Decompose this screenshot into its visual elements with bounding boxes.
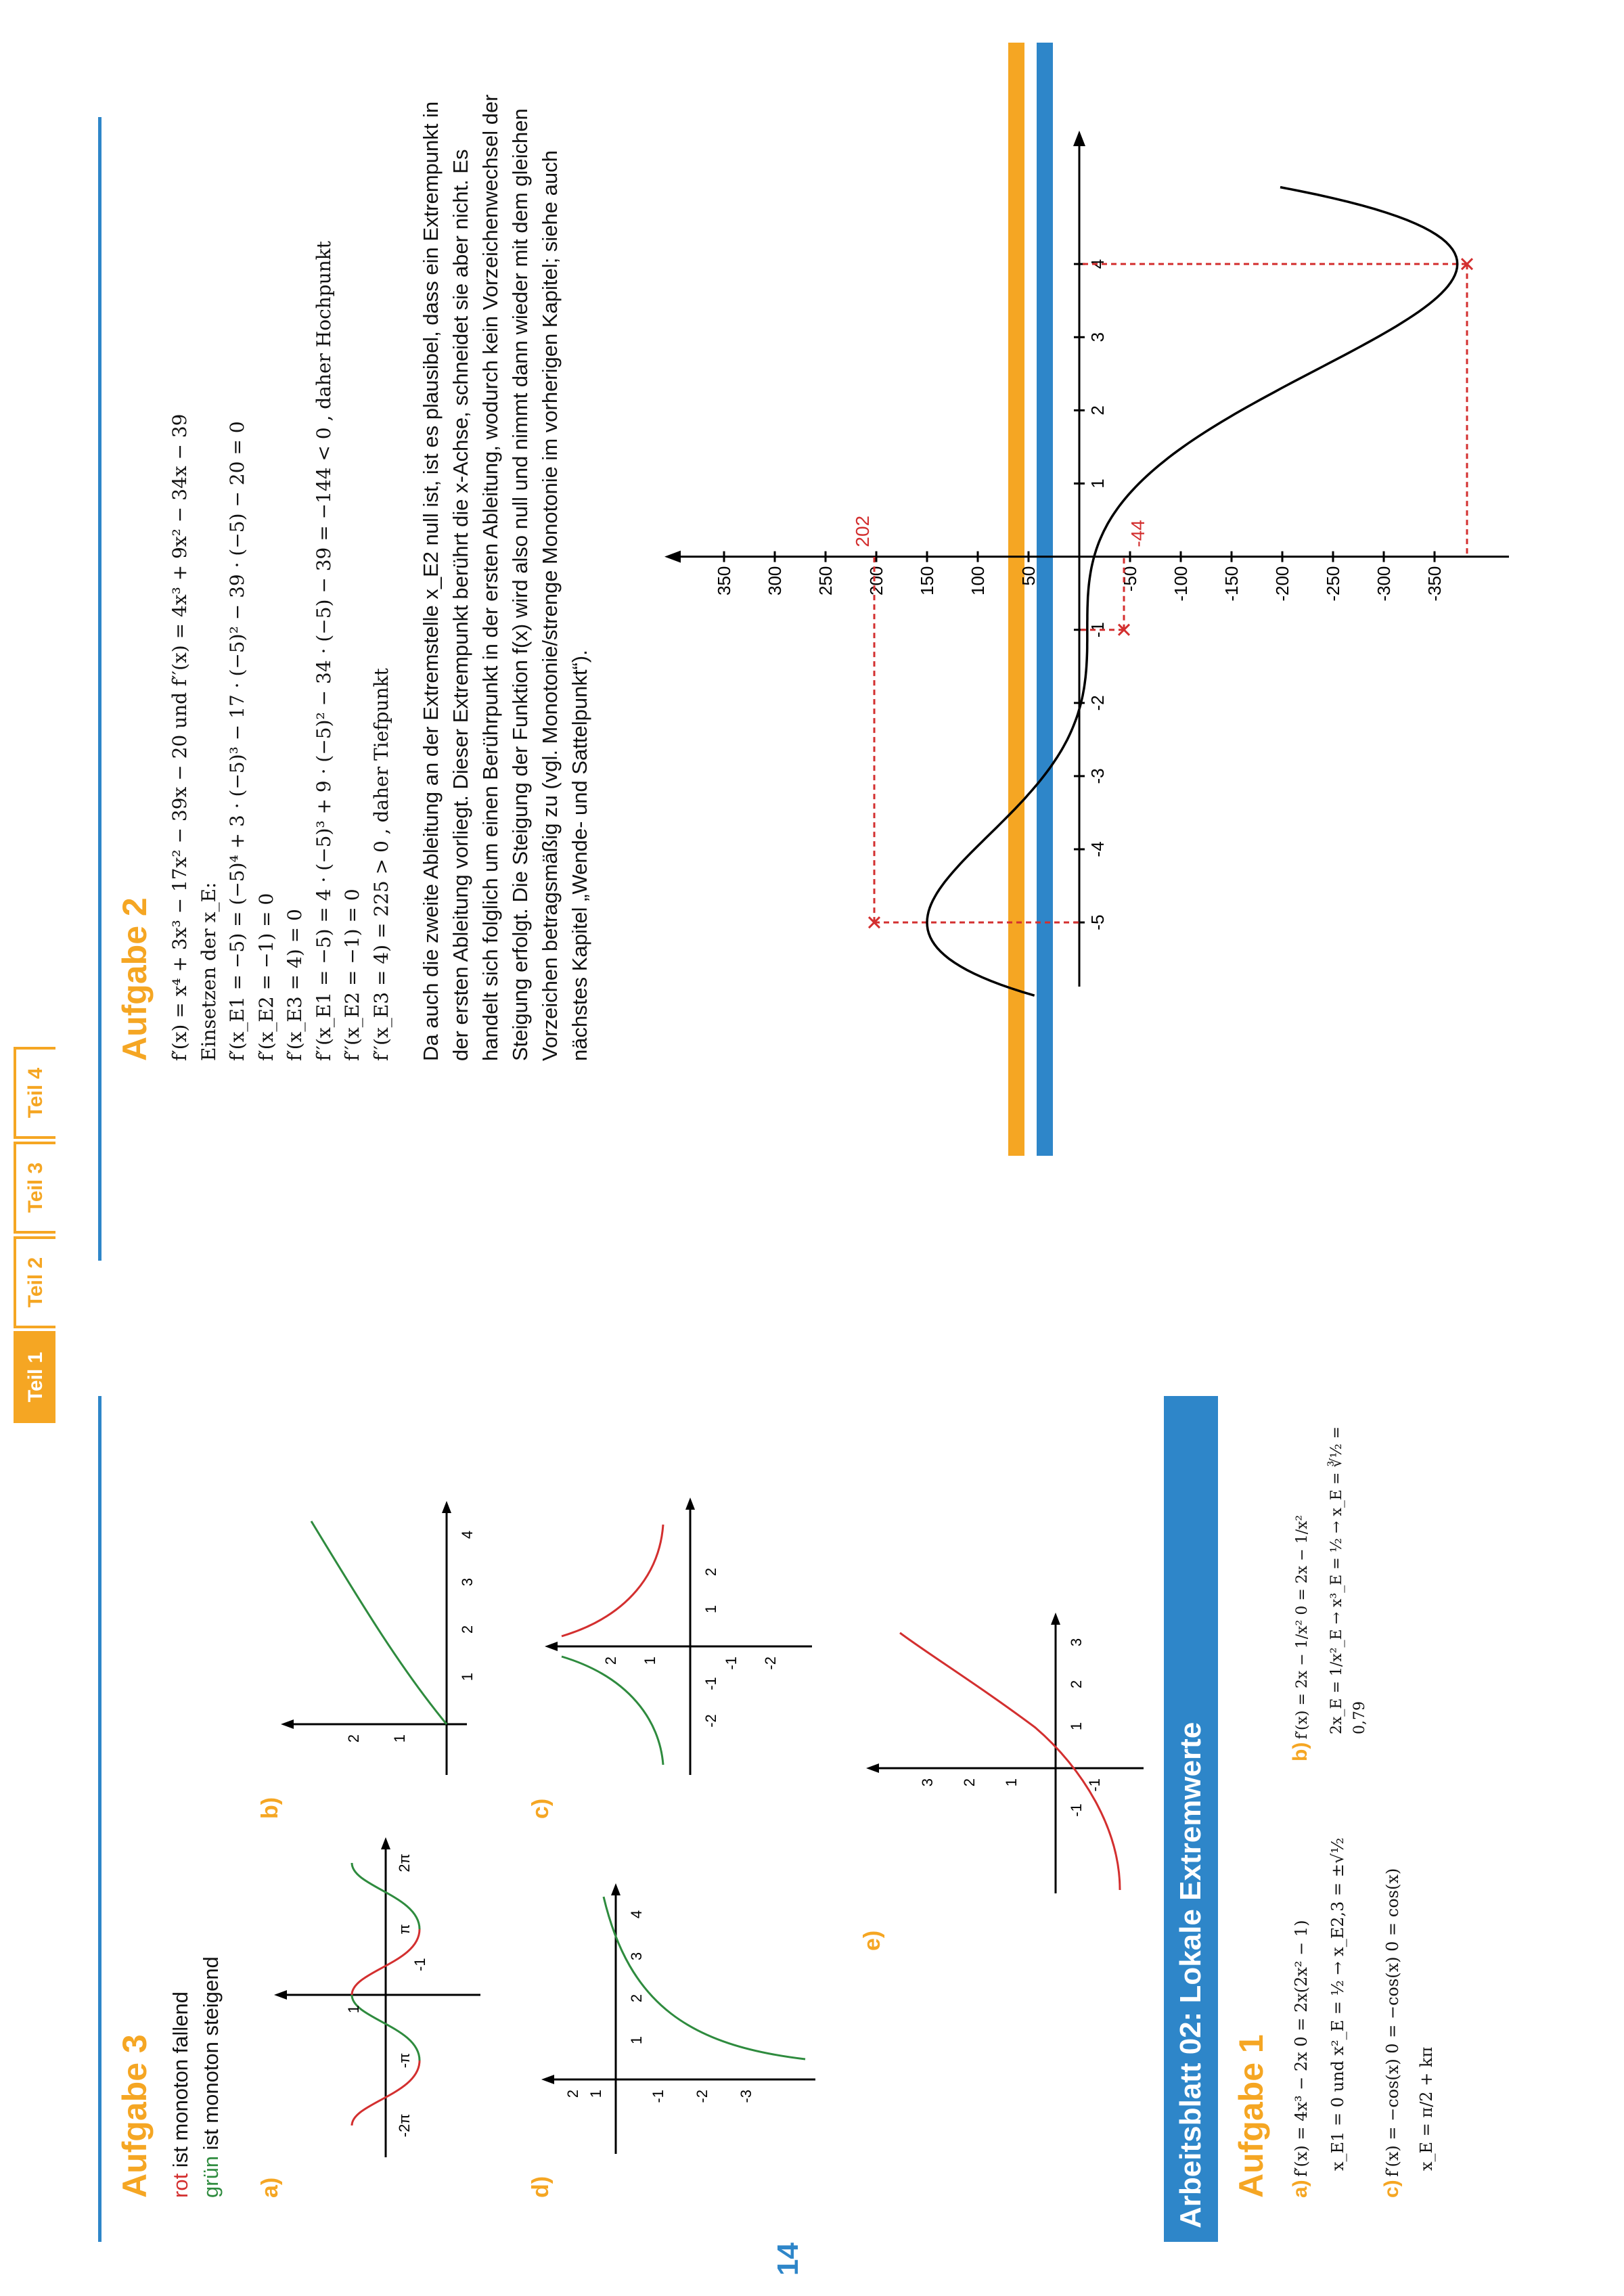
poly-ytick-label-4: 150	[917, 566, 937, 595]
graph-a-ytick-1: -1	[411, 1958, 428, 1971]
aufgabe1-c-line2: x_E = π/2 + kπ	[1417, 2046, 1437, 2171]
graph-d-label: d)	[528, 2176, 554, 2198]
aufgabe2-paragraph: Da auch die zweite Ableitung an der Extremstelle x_E2 null ist, ist es plausibel, dass ein Extrempunkt in der ersten Ableitung vorliegt. Dieser Extrempunkt berührt die x-Achse, schneidet sie aber nicht. Es handelt sich folglich um einen Berührpunkt in der ersten Ableitung, wodurch kein Vorzeichenwechsel der Steigung erfolgt. Die Steigung der Funktion f(x) wird also null und nimmt dann wieder mit dem gleichen Vorzeichen betragsmäßig zu (vgl. Monotonie/strenge Monotonie im vorherigen Kapitel; siehe auch nächstes Kapitel „Wende- und Sattelpunkt“).	[419, 94, 592, 1061]
tab-teil-1[interactable]: Teil 1	[14, 1331, 55, 1423]
graph-d-xtick-3: 4	[628, 1910, 645, 1919]
left-column-rule	[98, 1396, 102, 2242]
graph-b-label: b)	[257, 1797, 283, 1819]
aufgabe1-b-label: b)	[1289, 1742, 1311, 1761]
aufgabe2-math-line-3: f′(x_E2 = −1) = 0	[254, 893, 277, 1061]
graph-a-xtick-3: 2π	[396, 1853, 413, 1872]
right-column-rule	[98, 117, 102, 1261]
page-number: 14	[771, 2243, 805, 2276]
graph-e-ytick-3: -1	[1086, 1778, 1103, 1792]
graph-a-ytick-0: 1	[345, 2005, 362, 2014]
legend-green	[196, 1956, 226, 2198]
graph-a-xtick-2: π	[396, 1924, 413, 1935]
graph-b-xtick-2: 3	[459, 1577, 476, 1587]
poly-xtick-label-6: 2	[1087, 405, 1108, 415]
graph-c-ytick-3: -2	[762, 1657, 779, 1670]
graph-c-ytick-0: 2	[602, 1657, 619, 1665]
poly-xtick-label-2: -3	[1087, 768, 1108, 784]
poly-ytick-label-1: 300	[765, 566, 785, 595]
graph-e-ytick-2: 1	[1003, 1778, 1020, 1787]
aufgabe1-a	[1289, 1765, 1351, 2198]
graph-a-xtick-0: -2π	[396, 2113, 413, 2138]
aufgabe1-b-line1: f′(x) = 2x − 1/x² 0 = 2x − 1/x²	[1294, 1514, 1311, 1740]
graph-e-red-curve	[900, 1633, 1120, 1890]
graph-d-ytick-4: -3	[738, 2090, 754, 2103]
poly-ytick-label-6: 50	[1018, 566, 1039, 586]
graph-e-ytick-0: 3	[919, 1778, 936, 1787]
aufgabe2-math-line-6: f′′(x_E2 = −1) = 0	[341, 888, 364, 1061]
aufgabe1-a-line1: f′(x) = 4x³ − 2x 0 = 2x(2x² − 1)	[1292, 1920, 1311, 2177]
graph-c-ytick-1: 1	[641, 1657, 658, 1665]
aufgabe2-math-line-7: f′′(x_E3 = 4) = 225 > 0 , daher Tiefpunkt	[369, 668, 392, 1061]
poly-ytick-label-9: -150	[1221, 566, 1242, 602]
aufgabe2-math-line-1: Einsetzen der x_E:	[197, 882, 220, 1061]
legend-red-text: ist monoton fallend	[168, 1991, 192, 2174]
graph-a-xtick-1: -π	[396, 2052, 413, 2069]
graph-d-xtick-1: 2	[628, 1994, 645, 2003]
graph-c-xtick-1: -1	[702, 1677, 719, 1690]
graph-c-green-curve	[562, 1657, 663, 1765]
graph-d-green-curve	[604, 1897, 805, 2059]
legend-red	[166, 1991, 196, 2198]
poly-ytick-label-12: -300	[1374, 566, 1394, 602]
poly-xtick-label-0: -5	[1087, 914, 1108, 930]
graph-e-xtick-3: 3	[1068, 1638, 1085, 1647]
graph-d-xtick-2: 3	[628, 1952, 645, 1961]
graph-c-xtick-2: 1	[702, 1604, 719, 1614]
graph-b	[271, 1491, 474, 1782]
graph-c-xtick-0: -2	[702, 1714, 719, 1728]
legend-red-word: rot	[168, 2173, 192, 2198]
graph-b-ytick-1: 1	[391, 1734, 408, 1743]
poly-x-arrow	[1073, 131, 1085, 146]
poly-ytick-label-0: 350	[714, 566, 734, 595]
graph-d-ytick-2: -1	[650, 2090, 667, 2103]
aufgabe2-math-line-4: f′(x_E3 = 4) = 0	[284, 909, 307, 1061]
aufgabe1-c-label: c)	[1380, 2180, 1403, 2198]
poly-xtick-label-5: 1	[1087, 478, 1108, 489]
graph-a	[264, 1836, 487, 2161]
graph-d-ytick-0: 2	[564, 2090, 581, 2098]
graph-d-ytick-1: 1	[587, 2090, 604, 2098]
aufgabe2-math	[166, 60, 396, 1061]
graph-e-xtick-1: 1	[1068, 1721, 1085, 1731]
poly-annotation-0: 202	[852, 515, 873, 547]
tab-teil-4[interactable]: Teil 4	[14, 1047, 55, 1139]
graph-d-xtick-0: 1	[628, 2035, 645, 2045]
poly-ytick-label-5: 100	[968, 566, 988, 595]
poly-annotation-1: -44	[1127, 520, 1148, 547]
graph-e-xtick-0: -1	[1068, 1803, 1085, 1817]
poly-ytick-label-7: -50	[1120, 566, 1140, 592]
poly-ytick-label-11: -250	[1323, 566, 1343, 602]
aufgabe2-title: Aufgabe 2	[116, 897, 154, 1061]
graph-b-xtick-0: 1	[459, 1672, 476, 1682]
poly-y-arrow	[664, 551, 681, 563]
legend-green-word: grün	[199, 2155, 223, 2198]
aufgabe1-title: Aufgabe 1	[1232, 2034, 1270, 2198]
graph-b-ytick-0: 2	[345, 1734, 362, 1743]
aufgabe1-a-line2: x_E1 = 0 und x²_E = ½ → x_E2,3 = ±√½	[1328, 1837, 1348, 2171]
graph-c-xtick-3: 2	[702, 1567, 719, 1577]
graph-e-ytick-1: 2	[961, 1778, 978, 1787]
poly-xtick-label-1: -4	[1087, 841, 1108, 857]
aufgabe1-b	[1289, 1396, 1371, 1761]
graph-a-label: a)	[257, 2177, 283, 2198]
aufgabe2-math-line-5: f′′(x_E1 = −5) = 4 · (−5)³ + 9 · (−5)² − 34 · (−5) − 39 = −144 < 0 , daher Hochpunkt	[312, 240, 335, 1061]
graph-e-label: e)	[859, 1930, 885, 1951]
poly-ytick-label-3: 200	[866, 566, 886, 595]
poly-ytick-label-2: 250	[815, 566, 836, 595]
graph-b-xtick-1: 2	[459, 1625, 476, 1634]
graph-c	[535, 1484, 819, 1782]
poly-xtick-label-7: 3	[1087, 332, 1108, 342]
aufgabe1-c-line1: f′(x) = −cos(x) 0 = −cos(x) 0 = cos(x)	[1383, 1868, 1402, 2177]
poly-ytick-label-10: -200	[1272, 566, 1292, 602]
graph-b-green-curve	[311, 1521, 447, 1724]
poly-ytick-label-8: -100	[1171, 566, 1191, 602]
graph-c-label: c)	[528, 1798, 554, 1819]
tab-teil-2[interactable]: Teil 2	[14, 1236, 55, 1328]
tab-teil-3[interactable]: Teil 3	[14, 1142, 55, 1234]
graph-c-ytick-2: -1	[723, 1657, 740, 1670]
aufgabe1-c	[1380, 1589, 1439, 2198]
aufgabe2-math-line-2: f′(x_E1 = −5) = (−5)⁴ + 3 · (−5)³ − 17 · (−5)² − 39 · (−5) − 20 = 0	[226, 421, 249, 1061]
graph-d-ytick-3: -2	[694, 2090, 710, 2103]
aufgabe2-math-line-0: f′(x) = x⁴ + 3x³ − 17x² − 39x − 20 und f′′(x) = 4x³ + 9x² − 34x − 39	[168, 413, 191, 1061]
arbeitsblatt-banner: Arbeitsblatt 02: Lokale Extremwerte	[1164, 1396, 1218, 2242]
poly-xtick-label-3: -2	[1087, 695, 1108, 711]
graph-e-xtick-2: 2	[1068, 1680, 1085, 1689]
polynomial-chart	[663, 127, 1516, 1007]
graph-c-red-curve	[562, 1525, 663, 1636]
aufgabe3-title: Aufgabe 3	[116, 2034, 154, 2198]
poly-xtick-label-8: 4	[1087, 258, 1108, 269]
poly-ytick-label-13: -350	[1424, 566, 1445, 602]
aufgabe1-b-line2: 2x_E = 1/x²_E → x³_E = ½ → x_E = ∛½ = 0,79	[1328, 1426, 1368, 1734]
aufgabe1-a-label: a)	[1289, 2180, 1311, 2198]
graph-d	[535, 1876, 826, 2161]
graph-b-xtick-3: 4	[459, 1530, 476, 1539]
legend-green-text: ist monoton steigend	[199, 1956, 223, 2156]
graph-e	[859, 1606, 1150, 1904]
poly-xtick-label-4: -1	[1087, 622, 1108, 638]
